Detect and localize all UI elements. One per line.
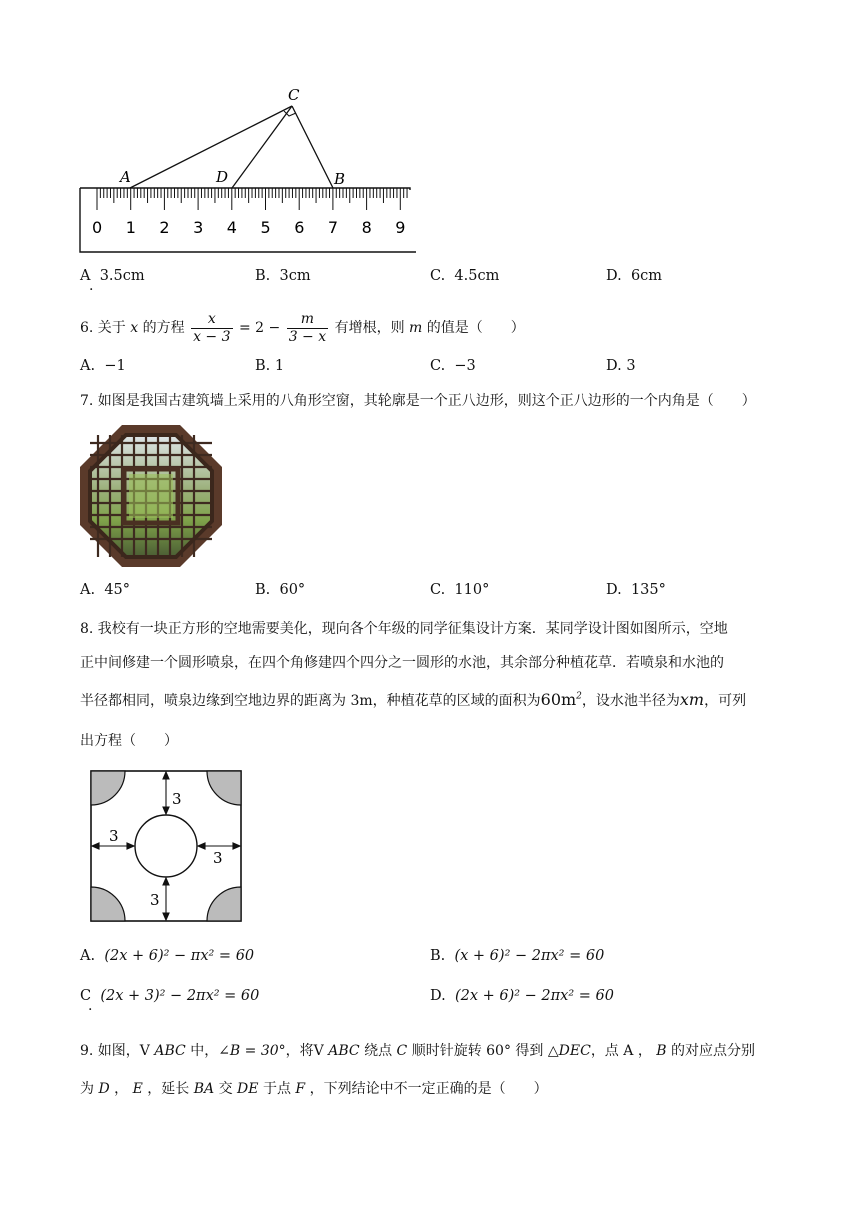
square-garden-figure xyxy=(90,770,242,922)
dimension-label-right: 3 xyxy=(213,849,223,867)
q5-option-d[interactable]: D. 6cm xyxy=(606,268,663,284)
q5-option-c[interactable]: C. 4.5cm xyxy=(430,268,500,284)
question-8-line-3: 半径都相同，喷泉边缘到空地边界的距离为 3m，种植花草的区域的面积为$60m^2$，设水池半径为xm，可列 xyxy=(80,690,747,709)
ruler-tick-label: 1 xyxy=(125,218,136,237)
question-9-line-1: 9. 如图，V ABC 中，∠B = 30°，将V ABC 绕点 C 顺时针旋转 60° 得到 △DEC，点 A ， B 的对应点分别 xyxy=(80,1043,756,1059)
ruler-tick-label: 5 xyxy=(260,218,271,237)
ruler-tick-label: 7 xyxy=(327,218,339,237)
q6-option-c[interactable]: C. −3 xyxy=(430,358,476,374)
q5-option-a[interactable]: A 3.5cm xyxy=(80,268,145,284)
dimension-label-left: 3 xyxy=(109,827,119,845)
ruler-triangle-figure xyxy=(70,80,430,260)
ruler-ticks xyxy=(97,188,407,210)
ruler-tick-label: 8 xyxy=(361,218,372,237)
dot-mark: . xyxy=(88,998,93,1014)
q8-option-a[interactable]: A. (2x + 6)² − πx² = 60 xyxy=(80,948,255,964)
point-label-C: C xyxy=(288,86,300,104)
point-label-A: A xyxy=(120,168,131,186)
ruler-tick-label: 0 xyxy=(92,218,103,237)
q7-option-b[interactable]: B. 60° xyxy=(255,582,306,598)
ruler-tick-label: 6 xyxy=(294,218,305,237)
octagon-window-figure xyxy=(80,425,222,567)
point-label-D: D xyxy=(216,168,229,186)
triangle-lines xyxy=(130,106,333,188)
dot-mark: . xyxy=(89,278,94,294)
q7-option-d[interactable]: D. 135° xyxy=(606,582,666,598)
q5-option-b[interactable]: B. 3cm xyxy=(255,268,311,284)
q7-option-a[interactable]: A. 45° xyxy=(80,582,131,598)
question-8-line-2: 正中间修建一个圆形喷泉，在四个角修建四个四分之一圆形的水池，其余部分种植花草．若喷泉和水池的 xyxy=(80,655,724,671)
ruler-tick-label: 4 xyxy=(226,218,237,237)
question-8-line-1: 8. 我校有一块正方形的空地需要美化，现向各个年级的同学征集设计方案．某同学设计图如图所示，空地 xyxy=(80,621,728,637)
q8-option-b[interactable]: B. (x + 6)² − 2πx² = 60 xyxy=(430,948,605,964)
question-8-line-4: 出方程（ ） xyxy=(80,733,178,749)
ruler-tick-labels xyxy=(92,218,405,237)
q6-option-d[interactable]: D. 3 xyxy=(606,358,636,374)
ruler-tick-label: 2 xyxy=(159,218,170,237)
dimension-label-top: 3 xyxy=(172,790,182,808)
q6-option-b[interactable]: B. 1 xyxy=(255,358,285,374)
point-label-B: B xyxy=(334,170,346,188)
q7-option-c[interactable]: C. 110° xyxy=(430,582,490,598)
question-6: 6. 关于 x 的方程 $\frac{x}{x - 3}$ = 2 − $\frac{m}{3 - x}$ 有增根，则 m 的值是（ ） xyxy=(80,310,525,345)
dimension-label-bottom: 3 xyxy=(150,891,160,909)
q8-option-c[interactable]: C (2x + 3)² − 2πx² = 60 xyxy=(80,988,260,1004)
ruler-tick-label: 9 xyxy=(395,218,406,237)
question-9-line-2: 为 D ， E ，延长 BA 交 DE 于点 F ，下列结论中不一定正确的是（ ） xyxy=(80,1081,548,1097)
question-7: 7. 如图是我国古建筑墙上采用的八角形空窗，其轮廓是一个正八边形，则这个正八边形的一个内角是（ ） xyxy=(80,393,756,409)
ruler-tick-label: 3 xyxy=(193,218,204,237)
q6-option-a[interactable]: A. −1 xyxy=(80,358,126,374)
q8-option-d[interactable]: D. (2x + 6)² − 2πx² = 60 xyxy=(430,988,614,1004)
